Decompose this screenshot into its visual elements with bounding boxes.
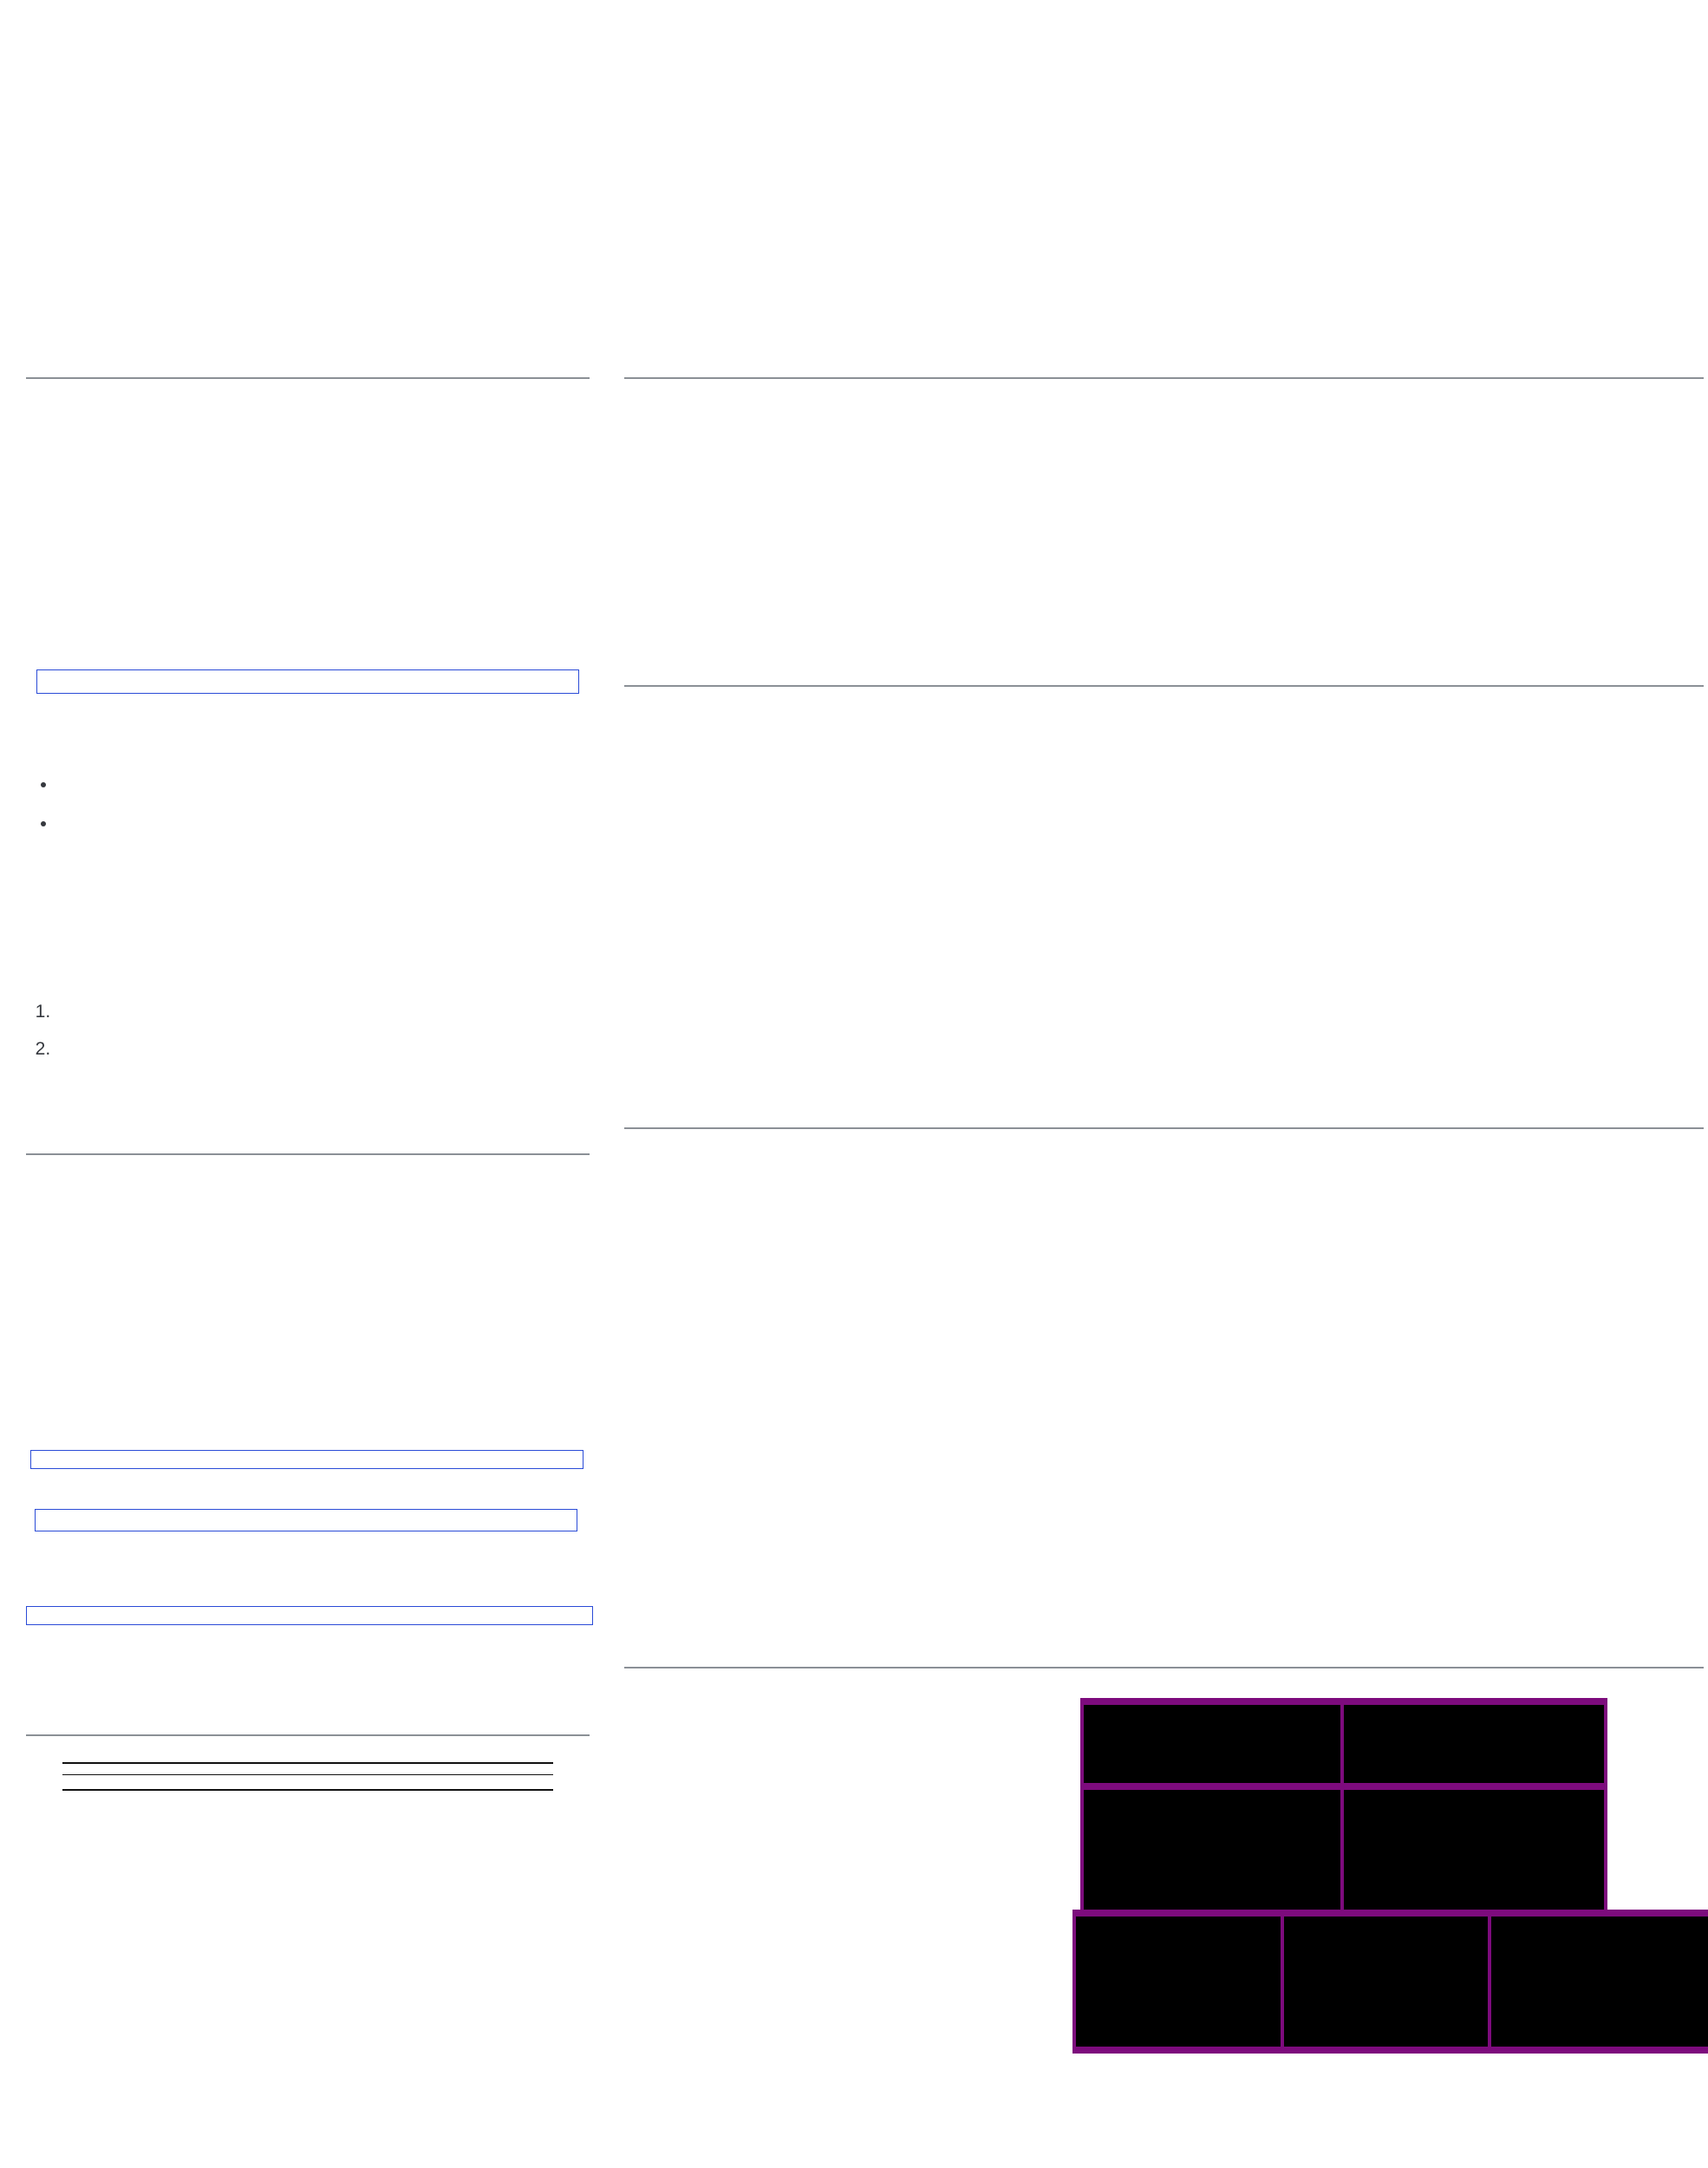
divider [624, 685, 1704, 687]
bd-samples-image [1080, 1783, 1347, 1927]
divider [26, 1153, 590, 1155]
figure2-plots [626, 859, 1705, 1041]
pmp-test-image [1488, 1910, 1708, 2054]
posterior-choice-box [35, 1509, 577, 1531]
divider [26, 1734, 590, 1736]
divider [624, 1667, 1704, 1668]
use-case-bullets [31, 772, 612, 849]
divider [26, 377, 590, 379]
bayes-net-diagram [26, 507, 590, 668]
divider [624, 377, 1704, 379]
elbo-formula-box [30, 1450, 583, 1469]
divider [624, 1127, 1704, 1129]
algorithm-box [62, 1762, 553, 1791]
loss-formula-box [26, 1606, 593, 1625]
algorithm-lines [62, 1775, 553, 1789]
algorithm-header [62, 1764, 553, 1775]
vi-approaches-list [26, 999, 619, 1073]
noisy-or-formula-box [36, 669, 579, 694]
brand-logo [0, 23, 1708, 65]
vi-features-image [1340, 1783, 1607, 1927]
